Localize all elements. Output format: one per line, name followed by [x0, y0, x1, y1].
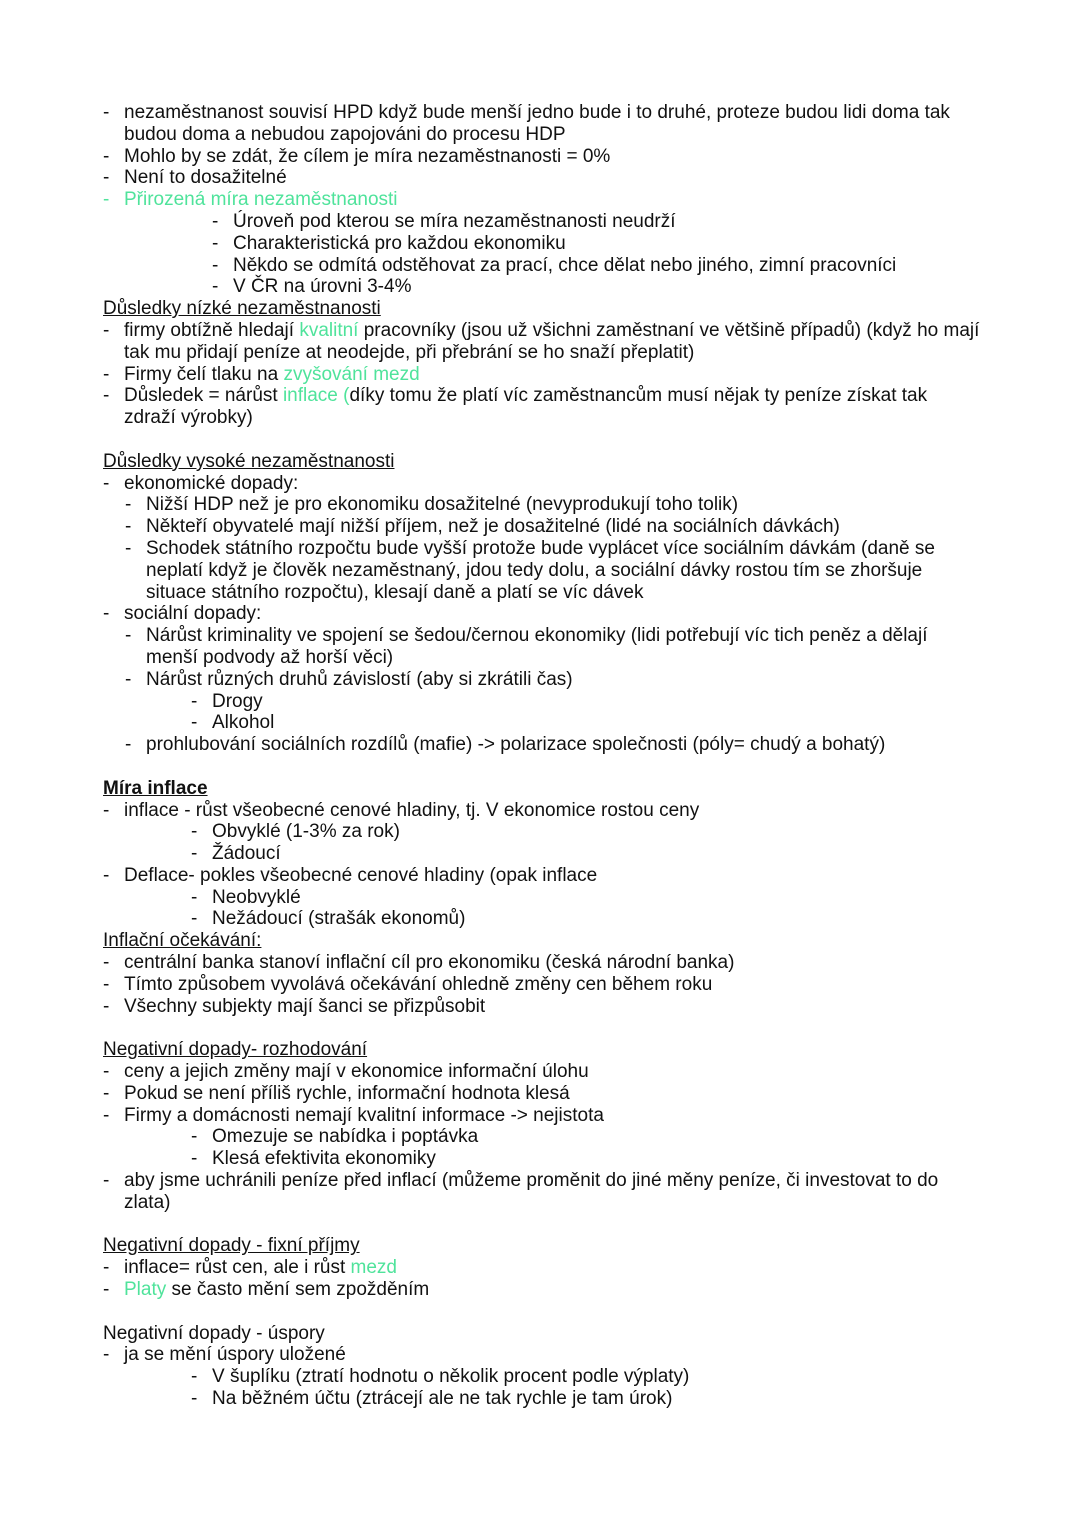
text: Firmy a domácnosti nemají kvalitní informace -> nejistota: [124, 1104, 604, 1126]
bullet-dash: -: [103, 319, 110, 341]
bullet-dash: -: [212, 254, 219, 276]
text: Míra inflace: [103, 777, 208, 799]
blank-line: [103, 429, 983, 451]
list-item: [103, 691, 983, 713]
bullet-dash: -: [191, 821, 198, 843]
text: Negativní dopady - fixní příjmy: [103, 1235, 360, 1257]
section-title: [103, 778, 983, 800]
bullet-dash: -: [125, 516, 132, 538]
bullet-dash: -: [103, 995, 110, 1017]
text: V šuplíku (ztratí hodnotu o několik procent podle výplaty): [212, 1366, 690, 1388]
bullet-dash: -: [103, 799, 110, 821]
list-item: [103, 1344, 983, 1366]
list-item: [103, 843, 983, 865]
text: Nárůst různých druhů závislostí (aby si zkrátili čas): [146, 668, 573, 690]
text: Alkohol: [212, 712, 275, 734]
list-item: [103, 1366, 983, 1388]
list-item: [103, 1126, 983, 1148]
list-item: [103, 167, 983, 189]
text: inflace - růst všeobecné cenové hladiny, tj. V ekonomice rostou ceny: [124, 799, 700, 821]
list-item: [103, 603, 983, 625]
bullet-dash: -: [103, 1082, 110, 1104]
text: ceny a jejich změny mají v ekonomice informační úlohu: [124, 1061, 589, 1083]
list-item: [103, 625, 983, 669]
bullet-dash: -: [103, 189, 110, 211]
bullet-dash: -: [103, 1279, 110, 1301]
bullet-dash: -: [191, 690, 198, 712]
list-item: [103, 1061, 983, 1083]
highlighted-text: Platy: [124, 1279, 167, 1301]
bullet-dash: -: [191, 1148, 198, 1170]
text: Důsledky nízké nezaměstnanosti: [103, 298, 381, 320]
list-item: [103, 516, 983, 538]
list-item: [103, 908, 983, 930]
bullet-dash: -: [191, 908, 198, 930]
bullet-dash: -: [103, 167, 110, 189]
list-item: [103, 146, 983, 168]
text: aby jsme uchránili peníze před inflací (můžeme proměnit do jiné měny peníze, či investovat to do zlata): [124, 1170, 939, 1213]
bullet-dash: -: [191, 1366, 198, 1388]
bullet-dash: -: [103, 1344, 110, 1366]
list-item: [103, 189, 983, 211]
list-item: [103, 1279, 983, 1301]
bullet-dash: -: [212, 232, 219, 254]
list-item: [103, 996, 983, 1018]
text: Na běžném účtu (ztrácejí ale ne tak rychle je tam úrok): [212, 1388, 673, 1410]
list-item: [103, 669, 983, 691]
text: firmy obtížně hledají: [124, 319, 300, 341]
text: Nárůst kriminality ve spojení se šedou/černou ekonomiky (lidi potřebují víc tich peněz a dělají menší podvody až horší věci): [146, 625, 928, 668]
text: V ČR na úrovni 3-4%: [233, 276, 412, 298]
blank-line: [103, 1017, 983, 1039]
text: Nižší HDP než je pro ekonomiku dosažitelné (nevyprodukují toho tolik): [146, 494, 739, 516]
bullet-dash: -: [103, 1257, 110, 1279]
bullet-dash: -: [125, 734, 132, 756]
list-item: [103, 276, 983, 298]
list-item: [103, 952, 983, 974]
text: se často mění sem zpožděním: [166, 1279, 430, 1301]
document-body: [103, 102, 983, 1410]
list-item: [103, 821, 983, 843]
bullet-dash: -: [103, 973, 110, 995]
text: Omezuje se nabídka i poptávka: [212, 1126, 479, 1148]
bullet-dash: -: [103, 385, 110, 407]
highlighted-text: inflace (: [282, 385, 350, 407]
text: Důsledek = nárůst: [124, 385, 283, 407]
text: Negativní dopady - úspory: [103, 1322, 325, 1344]
list-item: [103, 1148, 983, 1170]
section-heading: [103, 298, 983, 320]
text: ekonomické dopady:: [124, 472, 299, 494]
list-item: [103, 1257, 983, 1279]
list-item: [103, 1170, 983, 1214]
bullet-dash: -: [191, 843, 198, 865]
text: Důsledky vysoké nezaměstnanosti: [103, 450, 395, 472]
text: Nežádoucí (strašák ekonomů): [212, 908, 466, 930]
bullet-dash: -: [191, 1388, 198, 1410]
blank-line: [103, 756, 983, 778]
text: Mohlo by se zdát, že cílem je míra nezaměstnanosti = 0%: [124, 145, 611, 167]
blank-line: [103, 1214, 983, 1236]
text: inflace= růst cen, ale i růst: [124, 1257, 351, 1279]
text: centrální banka stanoví inflační cíl pro ekonomiku (česká národní banka): [124, 952, 735, 974]
list-item: [103, 102, 983, 146]
bullet-dash: -: [103, 363, 110, 385]
list-item: [103, 320, 983, 364]
list-item: [103, 865, 983, 887]
list-item: [103, 211, 983, 233]
list-item: [103, 538, 983, 603]
text: Někdo se odmítá odstěhovat za prací, chce dělat nebo jiného, zimní pracovníci: [233, 254, 897, 276]
text: Drogy: [212, 690, 263, 712]
list-item: [103, 712, 983, 734]
text: Obvyklé (1-3% za rok): [212, 821, 400, 843]
bullet-dash: -: [103, 1061, 110, 1083]
text: Někteří obyvatelé mají nižší příjem, než je dosažitelné (lidé na sociálních dávkách): [146, 516, 840, 538]
highlighted-text: mezd: [350, 1257, 397, 1279]
text: Deflace- pokles všeobecné cenové hladiny (opak inflace: [124, 864, 598, 886]
bullet-dash: -: [103, 102, 110, 123]
list-item: [103, 1083, 983, 1105]
highlighted-text: Přirozená míra nezaměstnanosti: [124, 189, 398, 211]
bullet-dash: -: [191, 712, 198, 734]
list-item: [103, 887, 983, 909]
list-item: [103, 1105, 983, 1127]
text: Tímto způsobem vyvolává očekávání ohledně změny cen během roku: [124, 973, 713, 995]
list-item: [103, 385, 983, 429]
text: Charakteristická pro každou ekonomiku: [233, 232, 566, 254]
bullet-dash: -: [191, 1126, 198, 1148]
section-heading: [103, 451, 983, 473]
text: prohlubování sociálních rozdílů (mafie) -> polarizace společnosti (póly= chudý a bohatý): [146, 734, 886, 756]
bullet-dash: -: [103, 952, 110, 974]
list-item: [103, 1388, 983, 1410]
bullet-dash: -: [103, 1104, 110, 1126]
bullet-dash: -: [103, 864, 110, 886]
bullet-dash: -: [212, 276, 219, 298]
text: Není to dosažitelné: [124, 167, 287, 189]
bullet-dash: -: [103, 472, 110, 494]
list-item: [103, 800, 983, 822]
list-item: [103, 233, 983, 255]
bullet-dash: -: [125, 537, 132, 559]
list-item: [103, 364, 983, 386]
bullet-dash: -: [103, 603, 110, 625]
section-heading: [103, 1235, 983, 1257]
section-heading: [103, 930, 983, 952]
bullet-dash: -: [125, 625, 132, 647]
text: Negativní dopady- rozhodování: [103, 1039, 368, 1061]
text: sociální dopady:: [124, 603, 262, 625]
text: Všechny subjekty mají šanci se přizpůsobit: [124, 995, 486, 1017]
text: Firmy čelí tlaku na: [124, 363, 284, 385]
text: Žádoucí: [212, 843, 281, 865]
bullet-dash: -: [125, 494, 132, 516]
highlighted-text: kvalitní: [299, 319, 359, 341]
list-item: [103, 473, 983, 495]
text: díky tomu že platí víc zaměstnancům musí nějak ty peníze získat tak zdraží výrobky): [124, 385, 928, 429]
bullet-dash: -: [103, 145, 110, 167]
list-item: [103, 734, 983, 756]
list-item: [103, 974, 983, 996]
text: Klesá efektivita ekonomiky: [212, 1148, 436, 1170]
section-heading: [103, 1039, 983, 1061]
text: nezaměstnanost souvisí HPD když bude menší jedno bude i to druhé, proteze budou lidi doma tak budou doma a nebudou zapojováni do procesu HDP: [124, 102, 950, 145]
bullet-dash: -: [191, 886, 198, 908]
section-heading: [103, 1323, 983, 1345]
bullet-dash: -: [125, 668, 132, 690]
text: Inflační očekávání:: [103, 930, 262, 952]
highlighted-text: zvyšování mezd: [283, 363, 420, 385]
text: ja se mění úspory uložené: [124, 1344, 346, 1366]
text: Neobvyklé: [212, 886, 301, 908]
blank-line: [103, 1301, 983, 1323]
text: Pokud se není příliš rychle, informační hodnota klesá: [124, 1082, 570, 1104]
text: pracovníky (jsou už všichni zaměstnaní ve většině případů) (když ho mají tak mu přidají peníze at neodejde, při přebrání se ho snaží přeplatit): [124, 319, 980, 363]
list-item: [103, 494, 983, 516]
text: Schodek státního rozpočtu bude vyšší protože bude vyplácet více sociálním dávkám (daně se neplatí když je člověk nezaměstnaný, jdou tedy dolu, a sociální dávky rostou tím se zhoršuje situace státního rozpočtu), klesají daně a platí se víc dávek: [146, 537, 935, 603]
list-item: [103, 255, 983, 277]
bullet-dash: -: [212, 210, 219, 232]
bullet-dash: -: [103, 1170, 110, 1192]
text: Úroveň pod kterou se míra nezaměstnanosti neudrží: [233, 210, 676, 232]
